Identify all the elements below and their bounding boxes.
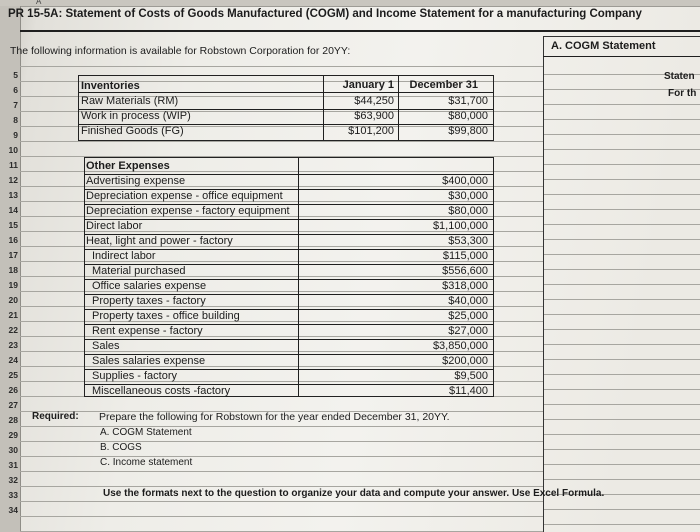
expense-label[interactable]: Property taxes - office building [92, 310, 240, 322]
right-panel-heading: A. COGM Statement [551, 40, 656, 52]
page-title: PR 15-5A: Statement of Costs of Goods Manufactured (COGM) and Income Statement for a manufacturing Company [8, 8, 642, 20]
expense-row-divider [85, 174, 493, 175]
row-number[interactable]: 27 [8, 400, 18, 410]
expense-row-divider [85, 264, 493, 265]
required-item-c: C. Income statement [100, 457, 193, 468]
row-number[interactable]: 15 [8, 220, 18, 230]
row-number[interactable]: 8 [13, 115, 18, 125]
inventory-dec-value[interactable]: $31,700 [448, 95, 488, 107]
row-number[interactable]: 17 [8, 250, 18, 260]
expense-value[interactable]: $556,600 [442, 265, 488, 277]
gridline [20, 456, 543, 457]
gridline [20, 516, 543, 517]
expense-label[interactable]: Miscellaneous costs -factory [92, 385, 231, 397]
row-number[interactable]: 23 [8, 340, 18, 350]
expense-row-divider [85, 204, 493, 205]
required-note: Use the formats next to the question to organize your data and compute your answer. Use Excel Formula. [103, 488, 605, 499]
required-label: Required: [32, 411, 79, 422]
other-expenses-header: Other Expenses [86, 160, 170, 172]
row-number[interactable]: 34 [8, 505, 18, 515]
expense-label[interactable]: Depreciation expense - factory equipment [86, 205, 290, 217]
expense-value[interactable]: $25,000 [448, 310, 488, 322]
row-number[interactable]: 11 [9, 160, 18, 170]
expense-value[interactable]: $318,000 [442, 280, 488, 292]
expense-value[interactable]: $200,000 [442, 355, 488, 367]
row-number[interactable]: 20 [8, 295, 18, 305]
column-header-strip [0, 0, 700, 7]
gridline [20, 426, 543, 427]
expense-label[interactable]: Heat, light and power - factory [86, 235, 233, 247]
column-a-label[interactable]: A [36, 0, 42, 6]
required-item-a: A. COGM Statement [100, 427, 192, 438]
gridline [20, 141, 543, 142]
required-instruction: Prepare the following for Robstown for the year ended December 31, 20YY. [99, 411, 450, 423]
expense-row-divider [85, 279, 493, 280]
row-number[interactable]: 25 [8, 370, 18, 380]
row-number[interactable]: 12 [8, 175, 18, 185]
expense-value[interactable]: $53,300 [448, 235, 488, 247]
row-number[interactable]: 26 [8, 385, 18, 395]
inventory-label[interactable]: Raw Materials (RM) [81, 95, 179, 107]
right-panel-divider [543, 56, 700, 57]
row-number[interactable]: 28 [8, 415, 18, 425]
statement-label: Staten [664, 71, 695, 82]
expense-value[interactable]: $115,000 [442, 250, 488, 262]
expense-row-divider [85, 324, 493, 325]
expense-row-divider [85, 369, 493, 370]
inventory-dec-value[interactable]: $80,000 [448, 110, 488, 122]
other-expenses-col-divider [298, 158, 299, 396]
right-answer-panel[interactable] [543, 36, 700, 532]
row-number[interactable]: 22 [8, 325, 18, 335]
inventory-jan-value[interactable]: $44,250 [354, 95, 394, 107]
intro-text: The following information is available for Robstown Corporation for 20YY: [10, 45, 351, 57]
inventories-header: Inventories [81, 80, 140, 92]
expense-label[interactable]: Office salaries expense [92, 280, 207, 292]
expense-row-divider [85, 234, 493, 235]
row-number[interactable]: 7 [13, 100, 18, 110]
expense-value[interactable]: $9,500 [454, 370, 488, 382]
expense-value[interactable]: $27,000 [448, 325, 488, 337]
for-label: For th [668, 88, 697, 99]
expense-label[interactable]: Direct labor [86, 220, 143, 232]
expense-row-divider [85, 384, 493, 385]
row-number[interactable]: 21 [8, 310, 18, 320]
expense-row-divider [85, 354, 493, 355]
inventory-label[interactable]: Work in process (WIP) [81, 110, 191, 122]
expense-label[interactable]: Property taxes - factory [92, 295, 206, 307]
expense-label[interactable]: Advertising expense [86, 175, 186, 187]
row-number[interactable]: 10 [8, 145, 18, 155]
row-number[interactable]: 5 [13, 70, 18, 80]
gridline [20, 441, 543, 442]
expense-row-divider [85, 249, 493, 250]
expense-row-divider [85, 294, 493, 295]
gridline [20, 471, 543, 472]
expense-value[interactable]: $11,400 [449, 385, 488, 397]
inventories-col-jan: January 1 [342, 79, 394, 91]
expense-row-divider [85, 309, 493, 310]
expense-value[interactable]: $80,000 [448, 205, 488, 217]
expense-row-divider [85, 189, 493, 190]
row-number[interactable]: 32 [8, 475, 18, 485]
row-number[interactable]: 14 [8, 205, 18, 215]
inventory-label[interactable]: Finished Goods (FG) [81, 125, 184, 137]
expense-label[interactable]: Rent expense - factory [92, 325, 203, 337]
row-number[interactable]: 16 [8, 235, 18, 245]
inventory-jan-value[interactable]: $101,200 [348, 125, 394, 137]
expense-row-divider [85, 219, 493, 220]
expense-value[interactable]: $30,000 [448, 190, 488, 202]
row-number[interactable]: 24 [8, 355, 18, 365]
gridline [20, 486, 543, 487]
expense-label[interactable]: Supplies - factory [92, 370, 177, 382]
expense-label[interactable]: Sales salaries expense [92, 355, 206, 367]
expense-value[interactable]: $3,850,000 [432, 340, 488, 352]
required-item-b: B. COGS [100, 442, 142, 453]
row-number[interactable]: 18 [8, 265, 18, 275]
expense-label[interactable]: Depreciation expense - office equipment [86, 190, 283, 202]
row-number[interactable]: 31 [8, 460, 18, 470]
row-number[interactable]: 9 [13, 130, 18, 140]
gridline [20, 66, 543, 67]
inventories-col-dec: December 31 [409, 79, 478, 91]
row-number[interactable]: 30 [8, 445, 18, 455]
expense-label[interactable]: Sales [92, 340, 120, 352]
expense-label[interactable]: Indirect labor [92, 250, 156, 262]
expense-value[interactable]: $1,100,000 [432, 220, 488, 232]
inventory-dec-value[interactable]: $99,800 [448, 125, 488, 137]
row-number[interactable]: 6 [13, 85, 18, 95]
row-number[interactable]: 13 [8, 190, 18, 200]
row-number[interactable]: 19 [8, 280, 18, 290]
expense-value[interactable]: $400,000 [442, 175, 488, 187]
inventory-jan-value[interactable]: $63,900 [354, 110, 394, 122]
row-number[interactable]: 29 [8, 430, 18, 440]
expense-row-divider [85, 339, 493, 340]
gridline [20, 501, 543, 502]
expense-value[interactable]: $40,000 [448, 295, 488, 307]
row-number[interactable]: 33 [8, 490, 18, 500]
expense-label[interactable]: Material purchased [92, 265, 186, 277]
inventories-header-divider [79, 92, 493, 93]
title-divider [20, 30, 700, 32]
